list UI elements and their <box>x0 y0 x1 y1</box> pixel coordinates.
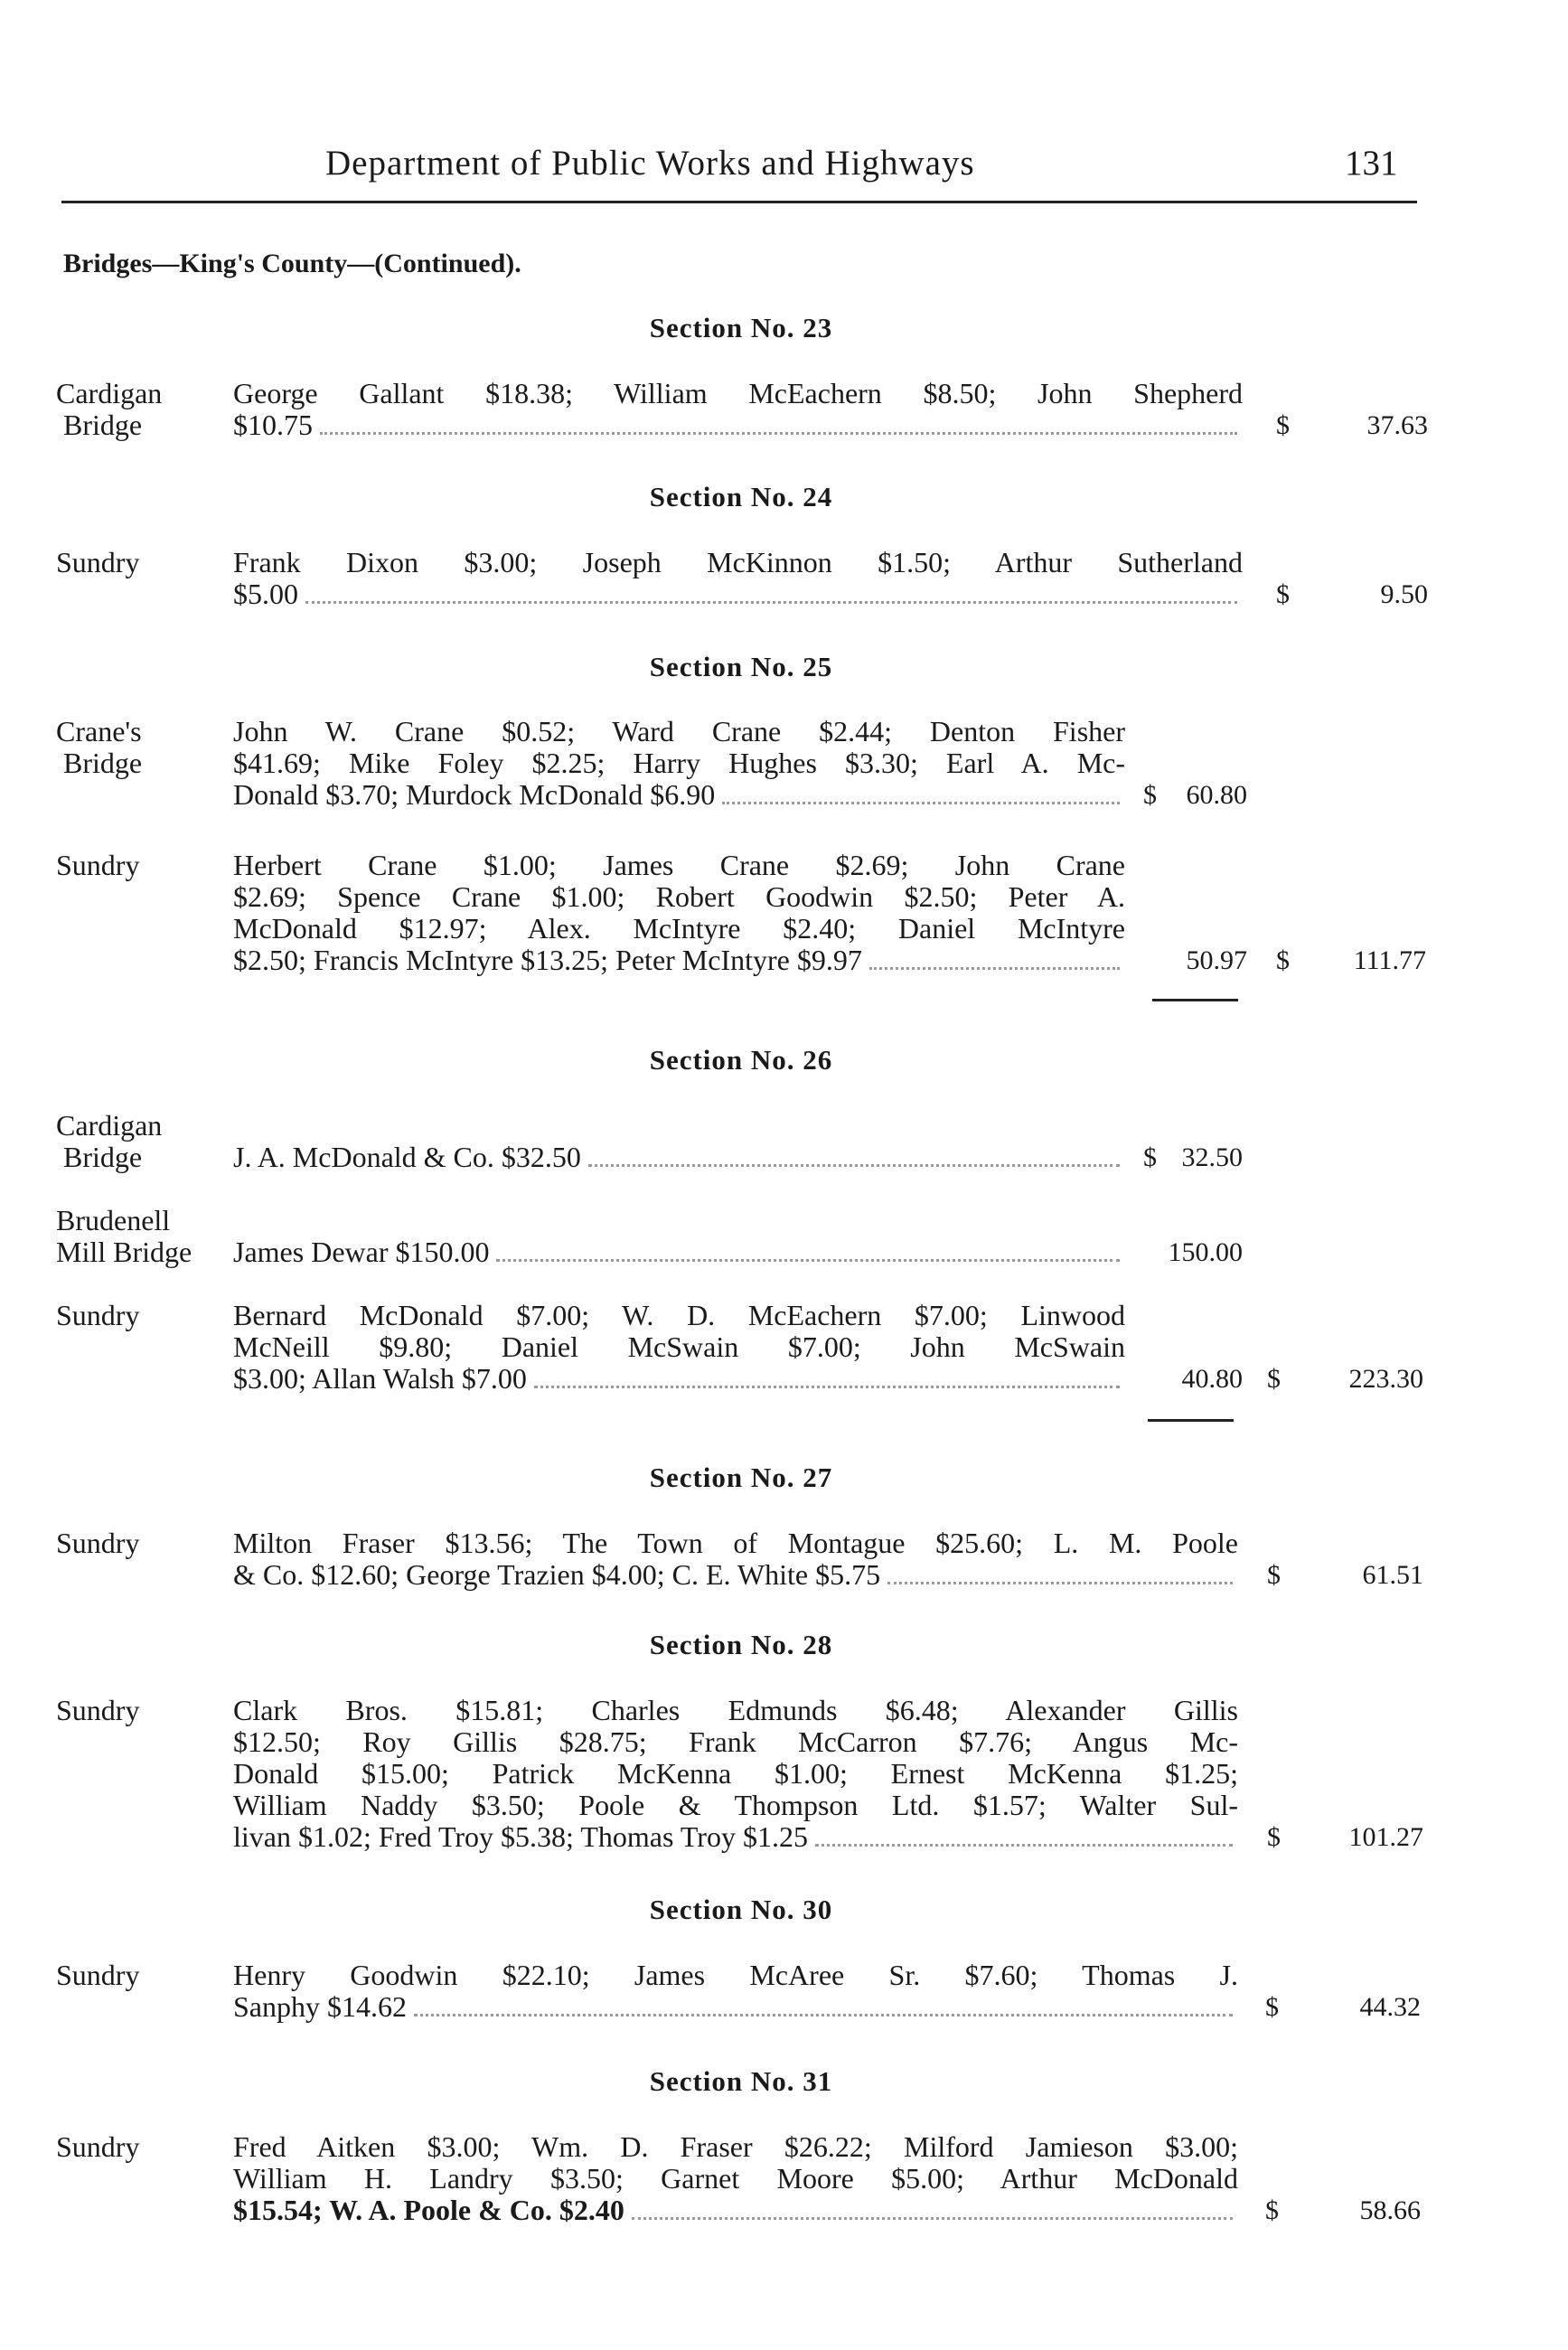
description-line <box>233 2131 1238 2163</box>
section-total-amount: 101.27 <box>1348 1822 1423 1852</box>
row-label <box>56 1110 162 1173</box>
description-line <box>233 1960 1238 1991</box>
description-text: Clark Bros. $15.81; Charles Edmunds $6.48; Alexander Gillis <box>233 1694 1238 1726</box>
description-line <box>233 1363 1125 1395</box>
description-line <box>233 2163 1238 2195</box>
description-text: $10.75 <box>233 409 313 441</box>
row-description <box>233 1960 1238 2023</box>
description-text: James Dewar $150.00 <box>233 1236 490 1268</box>
section-total-amount: 37.63 <box>1366 410 1428 440</box>
row-label-line: Sundry <box>56 849 140 881</box>
bridges-continued-title: Bridges—King's County—(Continued). <box>63 249 521 278</box>
row-label <box>56 1960 139 1991</box>
leader-dots <box>534 1386 1120 1388</box>
leader-dots <box>305 601 1237 604</box>
subtotal-dollar-sign: $ <box>1143 780 1157 810</box>
description-text: $5.00 <box>233 578 298 610</box>
row-description <box>233 1300 1125 1395</box>
row-label-line: Cardigan <box>56 1109 163 1142</box>
row-label <box>56 850 139 881</box>
leader-dots <box>815 1844 1233 1847</box>
section-total-amount: 58.66 <box>1359 2195 1421 2225</box>
description-line <box>233 1695 1238 1726</box>
description-text: William Naddy $3.50; Poole & Thompson Ltd. $1.57; Walter Sul- <box>233 1789 1238 1821</box>
row-label <box>56 2131 139 2163</box>
header-rule <box>61 201 1417 203</box>
description-text: Donald $3.70; Murdock McDonald $6.90 <box>233 778 716 811</box>
row-label-line: Cardigan <box>56 377 163 409</box>
section-total-amount: 223.30 <box>1348 1364 1423 1394</box>
section-heading: Section No. 27 <box>649 1462 833 1493</box>
description-text: $3.00; Allan Walsh $7.00 <box>233 1362 527 1395</box>
row-label-line: Bridge <box>63 1141 143 1173</box>
row-description <box>233 1236 1125 1268</box>
row-label <box>56 378 162 441</box>
leader-dots <box>632 2217 1233 2220</box>
description-text: Milton Fraser $13.56; The Town of Montague $25.60; L. M. Poole <box>233 1527 1238 1559</box>
description-text: Bernard McDonald $7.00; W. D. McEachern $7.00; Linwood <box>233 1299 1125 1331</box>
description-text: John W. Crane $0.52; Ward Crane $2.44; Denton Fisher <box>233 715 1125 747</box>
row-label <box>56 1695 139 1726</box>
page-number: 131 <box>1345 144 1398 183</box>
description-line <box>233 779 1125 811</box>
section-total-amount: 61.51 <box>1362 1560 1423 1590</box>
description-line <box>233 1758 1238 1790</box>
subtotal-amount: 32.50 <box>1181 1142 1243 1172</box>
description-line <box>233 1559 1238 1591</box>
description-line <box>233 1726 1238 1758</box>
section-heading: Section No. 26 <box>649 1044 833 1076</box>
row-label <box>56 1528 139 1559</box>
subtotal-amount: 150.00 <box>1168 1237 1243 1267</box>
row-label <box>56 716 142 779</box>
running-header-title: Department of Public Works and Highways <box>325 144 975 183</box>
total-dollar-sign: $ <box>1265 1992 1279 2022</box>
description-text: McNeill $9.80; Daniel McSwain $7.00; John McSwain <box>233 1330 1125 1363</box>
description-line <box>233 850 1125 881</box>
description-text: $2.69; Spence Crane $1.00; Robert Goodwin $2.50; Peter A. <box>233 880 1125 913</box>
row-label-line: Sundry <box>56 1959 140 1991</box>
description-line <box>233 716 1125 747</box>
row-label-line: Sundry <box>56 1694 140 1726</box>
section-heading: Section No. 25 <box>649 651 833 682</box>
row-label-line: Brudenell <box>56 1204 171 1236</box>
row-label-line: Bridge <box>63 409 143 441</box>
section-heading: Section No. 23 <box>649 312 833 343</box>
description-text: Frank Dixon $3.00; Joseph McKinnon $1.50; Arthur Sutherland <box>233 546 1243 578</box>
section-total-amount: 111.77 <box>1353 945 1426 975</box>
description-line <box>233 2195 1238 2226</box>
description-line <box>233 1142 1125 1173</box>
row-label <box>56 1300 139 1331</box>
description-text: Sanphy $14.62 <box>233 1990 407 2023</box>
description-text: Herbert Crane $1.00; James Crane $2.69; John Crane <box>233 849 1125 881</box>
section-heading: Section No. 24 <box>649 481 833 512</box>
subtotal-rule <box>1152 999 1238 1001</box>
total-dollar-sign: $ <box>1267 1822 1281 1852</box>
description-line <box>233 1236 1125 1268</box>
description-line <box>233 1991 1238 2023</box>
total-dollar-sign: $ <box>1276 579 1290 609</box>
row-description <box>233 378 1243 441</box>
description-line <box>233 1528 1238 1559</box>
section-total-amount: 9.50 <box>1380 579 1428 609</box>
total-dollar-sign: $ <box>1265 2195 1279 2225</box>
row-label-line: Crane's <box>56 715 142 747</box>
total-dollar-sign: $ <box>1276 945 1290 975</box>
description-text: Fred Aitken $3.00; Wm. D. Fraser $26.22; Milford Jamieson $3.00; <box>233 2130 1238 2163</box>
leader-dots <box>887 1582 1233 1584</box>
total-dollar-sign: $ <box>1267 1364 1281 1394</box>
total-dollar-sign: $ <box>1267 1560 1281 1590</box>
description-line <box>233 1821 1238 1853</box>
row-label-line: Bridge <box>63 747 143 779</box>
description-text: McDonald $12.97; Alex. McIntyre $2.40; Daniel McIntyre <box>233 912 1125 945</box>
row-description <box>233 547 1243 610</box>
section-heading: Section No. 31 <box>649 2065 833 2097</box>
description-line <box>233 409 1243 441</box>
subtotal-amount: 50.97 <box>1186 945 1247 975</box>
leader-dots <box>588 1164 1120 1167</box>
total-dollar-sign: $ <box>1276 410 1290 440</box>
subtotal-dollar-sign: $ <box>1143 1142 1157 1172</box>
description-text: Henry Goodwin $22.10; James McAree Sr. $7.60; Thomas J. <box>233 1959 1238 1991</box>
leader-dots <box>722 802 1120 804</box>
description-line <box>233 578 1243 610</box>
description-line <box>233 378 1243 409</box>
description-text: $2.50; Francis McIntyre $13.25; Peter McIntyre $9.97 <box>233 944 862 976</box>
description-line <box>233 945 1125 976</box>
row-description <box>233 1695 1238 1853</box>
description-line <box>233 547 1243 578</box>
description-text: livan $1.02; Fred Troy $5.38; Thomas Troy $1.25 <box>233 1820 808 1853</box>
row-description <box>233 1142 1125 1173</box>
leader-dots <box>869 967 1120 970</box>
description-text: J. A. McDonald & Co. $32.50 <box>233 1141 581 1173</box>
section-heading: Section No. 28 <box>649 1629 833 1660</box>
row-description <box>233 850 1125 976</box>
description-text: $15.54; W. A. Poole & Co. $2.40 <box>233 2194 624 2226</box>
row-label-line: Sundry <box>56 546 140 578</box>
description-text: $12.50; Roy Gillis $28.75; Frank McCarron $7.76; Angus Mc- <box>233 1725 1238 1758</box>
section-total-amount: 44.32 <box>1359 1992 1421 2022</box>
description-line <box>233 1300 1125 1331</box>
description-line <box>233 1790 1238 1821</box>
row-label <box>56 1205 192 1268</box>
row-description <box>233 716 1125 811</box>
row-description <box>233 2131 1238 2226</box>
description-text: $41.69; Mike Foley $2.25; Harry Hughes $3.30; Earl A. Mc- <box>233 747 1125 779</box>
row-label-line: Mill Bridge <box>56 1236 192 1268</box>
leader-dots <box>320 432 1237 435</box>
row-label-line: Sundry <box>56 1527 140 1559</box>
description-line <box>233 881 1125 913</box>
leader-dots <box>414 2014 1233 2016</box>
subtotal-rule <box>1148 1419 1234 1422</box>
description-line <box>233 747 1125 779</box>
row-label-line: Sundry <box>56 2130 140 2163</box>
description-line <box>233 1331 1125 1363</box>
subtotal-amount: 60.80 <box>1186 780 1247 810</box>
row-description <box>233 1528 1238 1591</box>
row-label-line: Sundry <box>56 1299 140 1331</box>
description-text: & Co. $12.60; George Trazien $4.00; C. E. White $5.75 <box>233 1558 881 1591</box>
row-label <box>56 547 139 578</box>
leader-dots <box>496 1259 1120 1262</box>
section-heading: Section No. 30 <box>649 1894 833 1925</box>
subtotal-amount: 40.80 <box>1181 1364 1243 1394</box>
description-line <box>233 913 1125 945</box>
description-text: William H. Landry $3.50; Garnet Moore $5.00; Arthur McDonald <box>233 2162 1238 2195</box>
description-text: Donald $15.00; Patrick McKenna $1.00; Ernest McKenna $1.25; <box>233 1757 1238 1790</box>
description-text: George Gallant $18.38; William McEachern $8.50; John Shepherd <box>233 377 1243 409</box>
